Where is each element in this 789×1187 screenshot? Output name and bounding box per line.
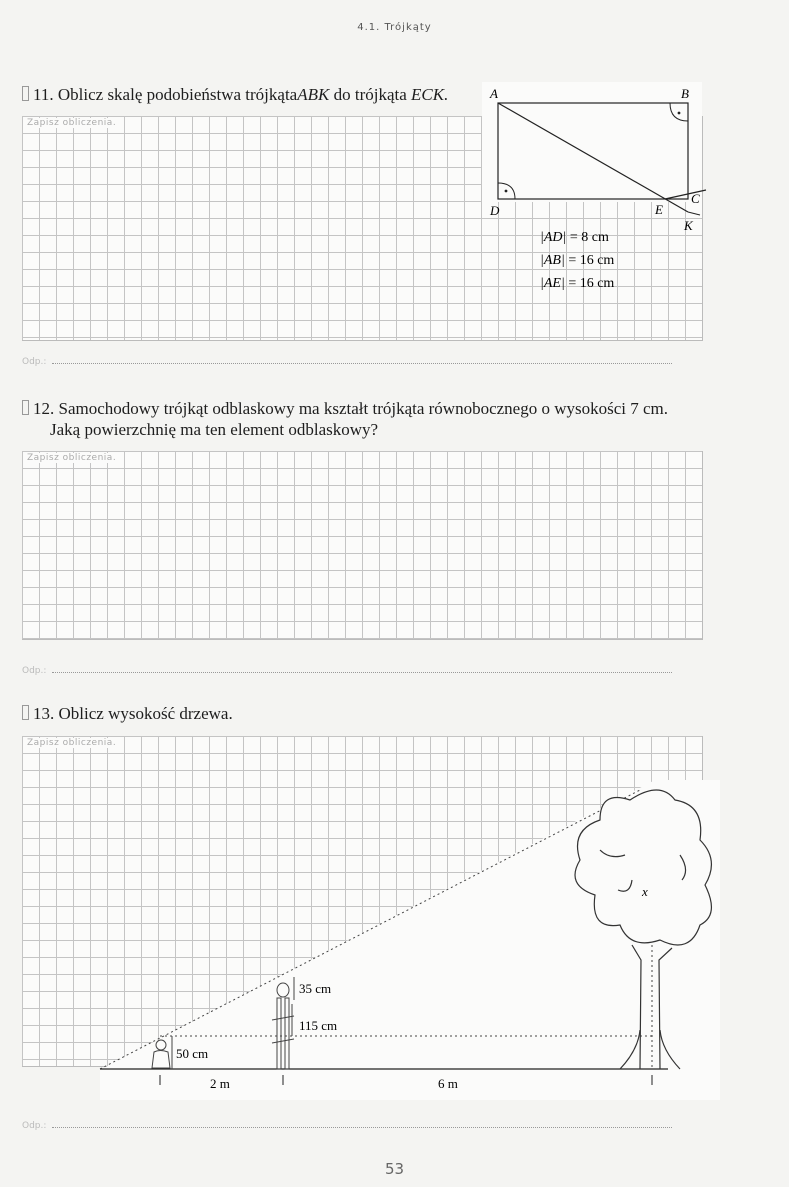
task-12-prompt: 12. Samochodowy trójkąt odblaskowy ma kształt trójkąta równobocznego o wysokości 7 cm. Jaką powierzchnię ma ten element odblaskowy? bbox=[22, 398, 668, 440]
measure-ae: |AE| = 16 cm bbox=[540, 276, 615, 291]
measure-ad: |AD| = 8 cm bbox=[540, 230, 609, 245]
page-number: 53 bbox=[384, 1160, 405, 1178]
work-area-label: Zapisz obliczenia. bbox=[24, 118, 119, 128]
label-D: D bbox=[490, 203, 500, 218]
task-11-prompt: 11. Oblicz skalę podobieństwa trójkątaABK do trójkąta ECK. bbox=[22, 84, 448, 105]
answer-line-11[interactable]: Odp.: bbox=[22, 356, 702, 367]
task-13-prompt: 13. Oblicz wysokość drzewa. bbox=[22, 703, 233, 724]
section-header: 4.1. Trójkąty bbox=[357, 22, 432, 33]
label-tree-height: x bbox=[642, 884, 648, 899]
work-area-label: Zapisz obliczenia. bbox=[24, 453, 119, 463]
measure-ab: |AB| = 16 cm bbox=[540, 253, 615, 268]
label-E: E bbox=[655, 202, 663, 217]
label-A: A bbox=[490, 86, 498, 101]
label-K: K bbox=[684, 218, 693, 233]
label-person-height: 50 cm bbox=[176, 1046, 209, 1061]
work-area-label: Zapisz obliczenia. bbox=[24, 738, 119, 748]
label-distance-2: 6 m bbox=[438, 1076, 458, 1091]
label-distance-1: 2 m bbox=[210, 1076, 230, 1091]
label-post-top: 35 cm bbox=[299, 981, 332, 996]
label-C: C bbox=[691, 191, 700, 206]
answer-line-12[interactable]: Odp.: bbox=[22, 665, 702, 676]
label-B: B bbox=[681, 86, 689, 101]
answer-line-13[interactable]: Odp.: bbox=[22, 1120, 702, 1131]
label-post-height: 115 cm bbox=[299, 1018, 338, 1033]
